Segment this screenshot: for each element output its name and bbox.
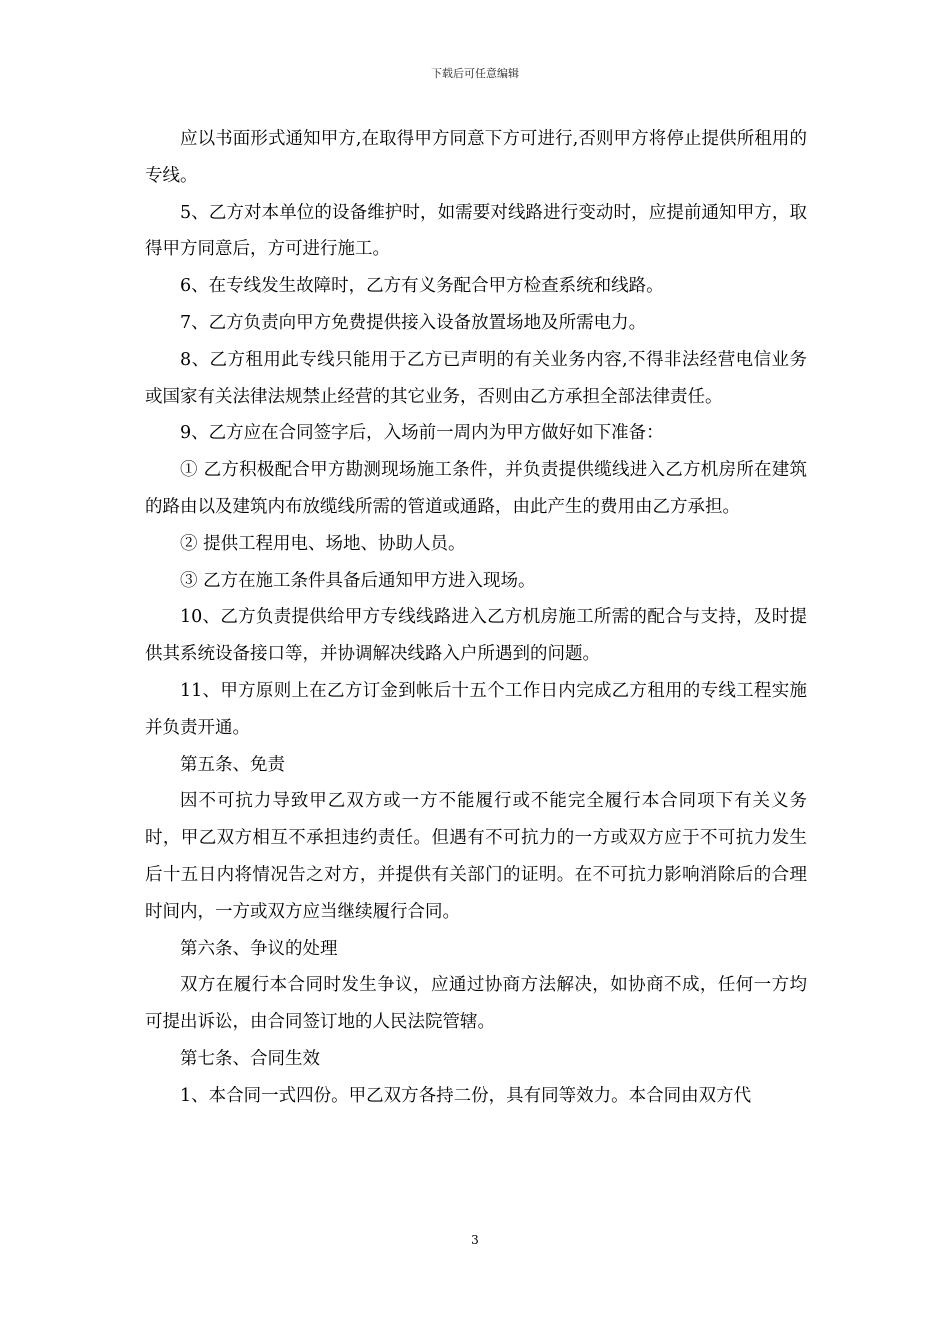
section-heading-article-7: 第七条、合同生效 — [180, 1048, 320, 1069]
document-body — [145, 121, 807, 1115]
paragraph-dispute-resolution: 双方在履行本合同时发生争议，应通过协商方法解决，如协商不成，任何一方均可提出诉讼，由合同签订地的人民法院管辖。 — [145, 975, 807, 1033]
paragraph-clause-11: 11、甲方原则上在乙方订金到帐后十五个工作日内完成乙方租用的专线工程实施并负责开通。 — [145, 680, 807, 738]
section-heading-article-6: 第六条、争议的处理 — [180, 938, 338, 959]
section-heading-article-5: 第五条、免责 — [180, 754, 285, 775]
paragraph-item-2: ② 提供工程用电、场地、协助人员。 — [180, 533, 466, 554]
paragraph-clause-6: 6、在专线发生故障时，乙方有义务配合甲方检查系统和线路。 — [180, 276, 664, 297]
paragraph-item-1: ① 乙方积极配合甲方勘测现场施工条件，并负责提供缆线进入乙方机房所在建筑的路由以及建筑内布放缆线所需的管道或通路，由此产生的费用由乙方承担。 — [145, 460, 807, 517]
paragraph-clause-5: 5、乙方对本单位的设备维护时，如需要对线路进行变动时，应提前通知甲方，取得甲方同意后，方可进行施工。 — [145, 202, 807, 260]
paragraph-continuation: 应以书面形式通知甲方,在取得甲方同意下方可进行,否则甲方将停止提供所租用的专线。 — [145, 129, 807, 186]
paragraph-item-3: ③ 乙方在施工条件具备后通知甲方进入现场。 — [180, 570, 536, 591]
paragraph-clause-8: 8、乙方租用此专线只能用于乙方已声明的有关业务内容,不得非法经营电信业务或国家有关法律法规禁止经营的其它业务，否则由乙方承担全部法律责任。 — [145, 349, 807, 407]
page-number: 3 — [471, 1233, 479, 1247]
page-header: 下载后可任意编辑 — [431, 67, 519, 80]
paragraph-clause-10: 10、乙方负责提供给甲方专线线路进入乙方机房施工所需的配合与支持，及时提供其系统设备接口等，并协调解决线路入户所遇到的问题。 — [145, 607, 807, 665]
paragraph-effectiveness-1: 1、本合同一式四份。甲乙双方各持二份，具有同等效力。本合同由双方代 — [180, 1085, 752, 1106]
paragraph-force-majeure: 因不可抗力导致甲乙双方或一方不能履行或不能完全履行本合同项下有关义务时，甲乙双方相互不承担违约责任。但遇有不可抗力的一方或双方应于不可抗力发生后十五日内将情况告之对方，并提供有关部门的证明。在不可抗力影响消除后的合理时间内，一方或双方应当继续履行合同。 — [145, 791, 807, 922]
paragraph-clause-9: 9、乙方应在合同签字后，入场前一周内为甲方做好如下准备： — [180, 423, 664, 444]
paragraph-clause-7: 7、乙方负责向甲方免费提供接入设备放置场地及所需电力。 — [180, 312, 647, 333]
